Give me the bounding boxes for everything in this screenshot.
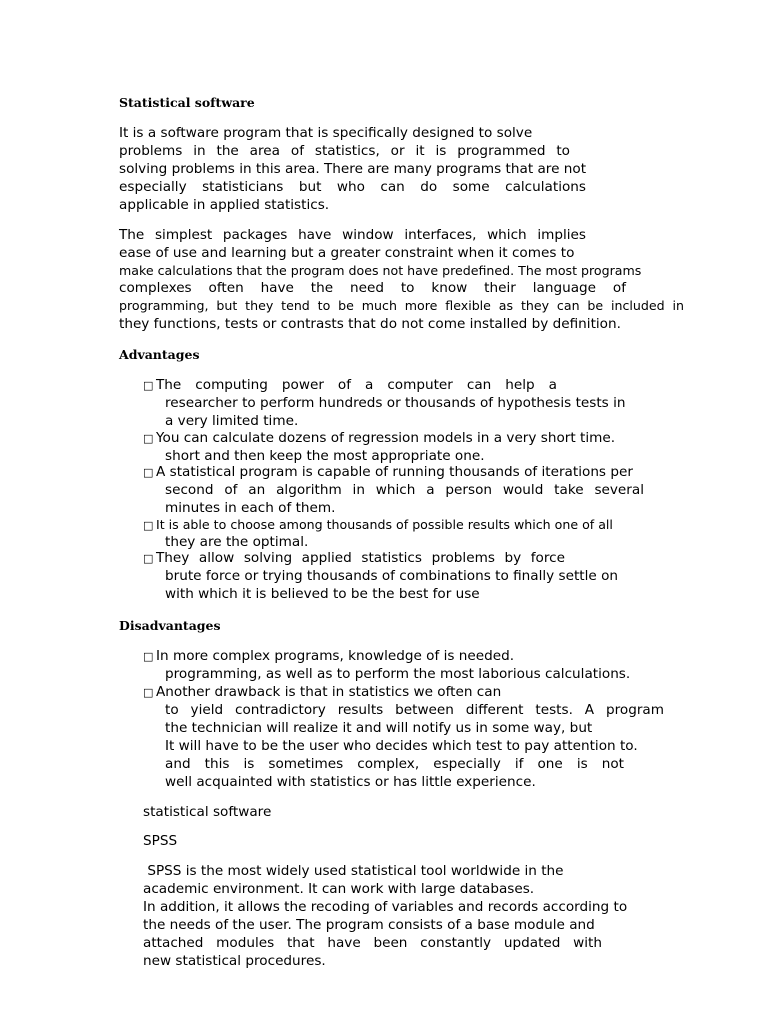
checkbox-bullet-icon: □ — [143, 552, 154, 565]
list-item-continuation: minutes in each of them. — [165, 500, 336, 516]
spss-line: academic environment. It can work with large databases. — [143, 881, 535, 897]
list-item-continuation: short and then keep the most appropriate one. — [165, 448, 485, 464]
list-item-continuation: and this is sometimes complex, especially if one is not — [165, 756, 624, 772]
list-item-continuation: programming, as well as to perform the most laborious calculations. — [165, 666, 631, 682]
software-label: statistical software — [143, 804, 272, 820]
list-item — [143, 429, 615, 448]
list-item-text: In more complex programs, knowledge of is needed. — [156, 648, 515, 664]
intro-line: It is a software program that is specifically designed to solve — [119, 125, 533, 141]
list-item-continuation: well acquainted with statistics or has little experience. — [165, 774, 536, 790]
document-title: Statistical software — [119, 95, 255, 110]
list-item-continuation: the technician will realize it and will notify us in some way, but — [165, 720, 593, 736]
spss-label: SPSS — [143, 833, 178, 849]
packages-line: programming, but they tend to be much more flexible as they can be included in — [119, 298, 684, 313]
list-item-continuation: brute force or trying thousands of combinations to finally settle on — [165, 568, 619, 584]
intro-line: solving problems in this area. There are many programs that are not — [119, 161, 587, 177]
packages-line: The simplest packages have window interfaces, which implies — [119, 227, 586, 243]
intro-line: applicable in applied statistics. — [119, 197, 330, 213]
packages-line: make calculations that the program does not have predefined. The most programs — [119, 263, 642, 278]
checkbox-bullet-icon: □ — [143, 379, 154, 392]
packages-line: they functions, tests or contrasts that do not come installed by definition. — [119, 316, 621, 332]
checkbox-bullet-icon: □ — [143, 519, 154, 532]
list-item — [143, 463, 633, 482]
spss-line: attached modules that have been constantly updated with — [143, 935, 602, 951]
list-item-continuation: they are the optimal. — [165, 534, 309, 550]
list-item-text: Another drawback is that in statistics we often can — [156, 684, 502, 700]
list-item-text: You can calculate dozens of regression models in a very short time. — [156, 430, 616, 446]
spss-line: SPSS is the most widely used statistical tool worldwide in the — [143, 863, 564, 879]
list-item — [143, 647, 514, 666]
checkbox-bullet-icon: □ — [143, 686, 154, 699]
spss-line: the needs of the user. The program consists of a base module and — [143, 917, 595, 933]
list-item — [143, 376, 557, 395]
list-item — [143, 549, 565, 568]
list-item-text: It is able to choose among thousands of possible results which one of all — [156, 517, 613, 532]
packages-line: complexes often have the need to know their language of — [119, 280, 626, 296]
list-item-text: A statistical program is capable of running thousands of iterations per — [156, 464, 633, 480]
spss-line: In addition, it allows the recoding of variables and records according to — [143, 899, 628, 915]
list-item-continuation: researcher to perform hundreds or thousands of hypothesis tests in — [165, 395, 626, 411]
list-item-continuation: with which it is believed to be the best for use — [165, 586, 480, 602]
list-item-continuation: to yield contradictory results between different tests. A program — [165, 702, 664, 718]
list-item — [143, 683, 501, 702]
advantages-heading: Advantages — [119, 347, 200, 362]
packages-line: ease of use and learning but a greater constraint when it comes to — [119, 245, 575, 261]
checkbox-bullet-icon: □ — [143, 466, 154, 479]
list-item-continuation: second of an algorithm in which a person would take several — [165, 482, 644, 498]
list-item-text: The computing power of a computer can help a — [156, 377, 557, 393]
intro-line: problems in the area of statistics, or it is programmed to — [119, 143, 570, 159]
list-item-continuation: It will have to be the user who decides which test to pay attention to. — [165, 738, 638, 754]
checkbox-bullet-icon: □ — [143, 650, 154, 663]
list-item-continuation: a very limited time. — [165, 413, 299, 429]
checkbox-bullet-icon: □ — [143, 432, 154, 445]
spss-line: new statistical procedures. — [143, 953, 326, 969]
list-item-text: They allow solving applied statistics problems by force — [156, 550, 565, 566]
intro-line: especially statisticians but who can do some calculations — [119, 179, 586, 195]
disadvantages-heading: Disadvantages — [119, 618, 221, 633]
